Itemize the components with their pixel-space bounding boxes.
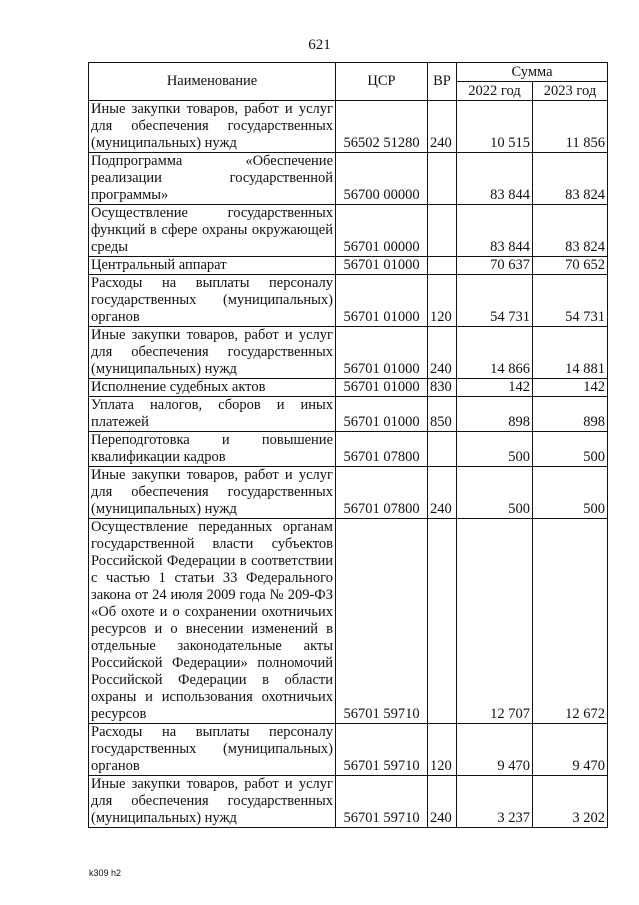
row-name: Уплата налогов, сборов и иных платежей (89, 397, 336, 432)
row-sum-2023: 70 652 (533, 257, 608, 275)
row-csr: 56700 00000 (336, 153, 428, 205)
row-sum-2022: 500 (457, 432, 533, 467)
header-vr: ВР (428, 63, 457, 101)
table-row (89, 519, 608, 724)
row-name: Центральный аппарат (89, 257, 336, 275)
row-csr: 56701 59710 (336, 724, 428, 776)
row-name: Иные закупки товаров, работ и услуг для обеспечения государственных (муниципальных) нужд (89, 776, 336, 828)
row-csr: 56502 51280 (336, 101, 428, 153)
row-sum-2023: 14 881 (533, 327, 608, 379)
row-csr: 56701 01000 (336, 275, 428, 327)
table-row (89, 275, 608, 327)
row-sum-2022: 500 (457, 467, 533, 519)
table-row (89, 327, 608, 379)
row-name: Иные закупки товаров, работ и услуг для обеспечения государственных (муниципальных) нужд (89, 101, 336, 153)
row-sum-2022: 14 866 (457, 327, 533, 379)
row-name: Переподготовка и повышение квалификации кадров (89, 432, 336, 467)
row-sum-2023: 11 856 (533, 101, 608, 153)
row-vr: 240 (428, 327, 457, 379)
row-vr: 850 (428, 397, 457, 432)
row-vr: 240 (428, 776, 457, 828)
row-sum-2023: 142 (533, 379, 608, 397)
row-vr: 830 (428, 379, 457, 397)
row-sum-2023: 9 470 (533, 724, 608, 776)
header-year-2023: 2023 год (533, 82, 608, 101)
table-row (89, 205, 608, 257)
row-csr: 56701 00000 (336, 205, 428, 257)
footer-code: k309 h2 (89, 868, 122, 878)
row-name: Осуществление переданных органам государственной власти субъектов Российской Федерации в соответствии с частью 1 статьи 33 Федерального закона от 24 июля 2009 года № 209-ФЗ «Об охоте и о сохранении охотничьих ресурсов и о внесении изменений в отдельные законодательные акты Российской Федерации» полномочий Российской Федерации в области охраны и использования охотничьих ресурсов (89, 519, 336, 724)
row-sum-2023: 500 (533, 432, 608, 467)
row-csr: 56701 01000 (336, 397, 428, 432)
row-vr (428, 257, 457, 275)
table-row (89, 101, 608, 153)
page-number: 621 (308, 37, 331, 53)
header-name: Наименование (89, 63, 336, 101)
row-sum-2022: 12 707 (457, 519, 533, 724)
row-csr: 56701 01000 (336, 257, 428, 275)
row-csr: 56701 59710 (336, 776, 428, 828)
row-sum-2023: 12 672 (533, 519, 608, 724)
row-sum-2022: 142 (457, 379, 533, 397)
table-row (89, 153, 608, 205)
row-sum-2022: 898 (457, 397, 533, 432)
row-csr: 56701 01000 (336, 379, 428, 397)
row-name: Расходы на выплаты персоналу государственных (муниципальных) органов (89, 724, 336, 776)
table-row (89, 724, 608, 776)
row-csr: 56701 01000 (336, 327, 428, 379)
row-sum-2023: 83 824 (533, 205, 608, 257)
row-sum-2023: 54 731 (533, 275, 608, 327)
row-name: Расходы на выплаты персоналу государственных (муниципальных) органов (89, 275, 336, 327)
table-row (89, 379, 608, 397)
table-row (89, 397, 608, 432)
row-vr (428, 519, 457, 724)
row-vr: 240 (428, 101, 457, 153)
table-row (89, 467, 608, 519)
row-sum-2023: 3 202 (533, 776, 608, 828)
row-csr: 56701 59710 (336, 519, 428, 724)
row-vr (428, 153, 457, 205)
header-sum: Сумма (457, 63, 608, 82)
row-name: Иные закупки товаров, работ и услуг для обеспечения государственных (муниципальных) нужд (89, 327, 336, 379)
row-vr: 120 (428, 275, 457, 327)
row-sum-2022: 83 844 (457, 153, 533, 205)
row-sum-2023: 500 (533, 467, 608, 519)
row-vr: 120 (428, 724, 457, 776)
row-name: Исполнение судебных актов (89, 379, 336, 397)
row-csr: 56701 07800 (336, 432, 428, 467)
header-year-2022: 2022 год (457, 82, 533, 101)
table-row (89, 776, 608, 828)
row-vr (428, 205, 457, 257)
row-vr (428, 432, 457, 467)
row-sum-2022: 54 731 (457, 275, 533, 327)
table-row (89, 257, 608, 275)
row-sum-2022: 9 470 (457, 724, 533, 776)
row-sum-2022: 70 637 (457, 257, 533, 275)
row-name: Иные закупки товаров, работ и услуг для обеспечения государственных (муниципальных) нужд (89, 467, 336, 519)
row-sum-2022: 3 237 (457, 776, 533, 828)
row-sum-2022: 10 515 (457, 101, 533, 153)
row-name: Осуществление государственных функций в сфере охраны окружающей среды (89, 205, 336, 257)
row-vr: 240 (428, 467, 457, 519)
budget-table (88, 62, 608, 828)
row-name: Подпрограмма «Обеспечение реализации государственной программы» (89, 153, 336, 205)
row-csr: 56701 07800 (336, 467, 428, 519)
header-csr: ЦСР (336, 63, 428, 101)
row-sum-2022: 83 844 (457, 205, 533, 257)
table-row (89, 432, 608, 467)
row-sum-2023: 898 (533, 397, 608, 432)
row-sum-2023: 83 824 (533, 153, 608, 205)
